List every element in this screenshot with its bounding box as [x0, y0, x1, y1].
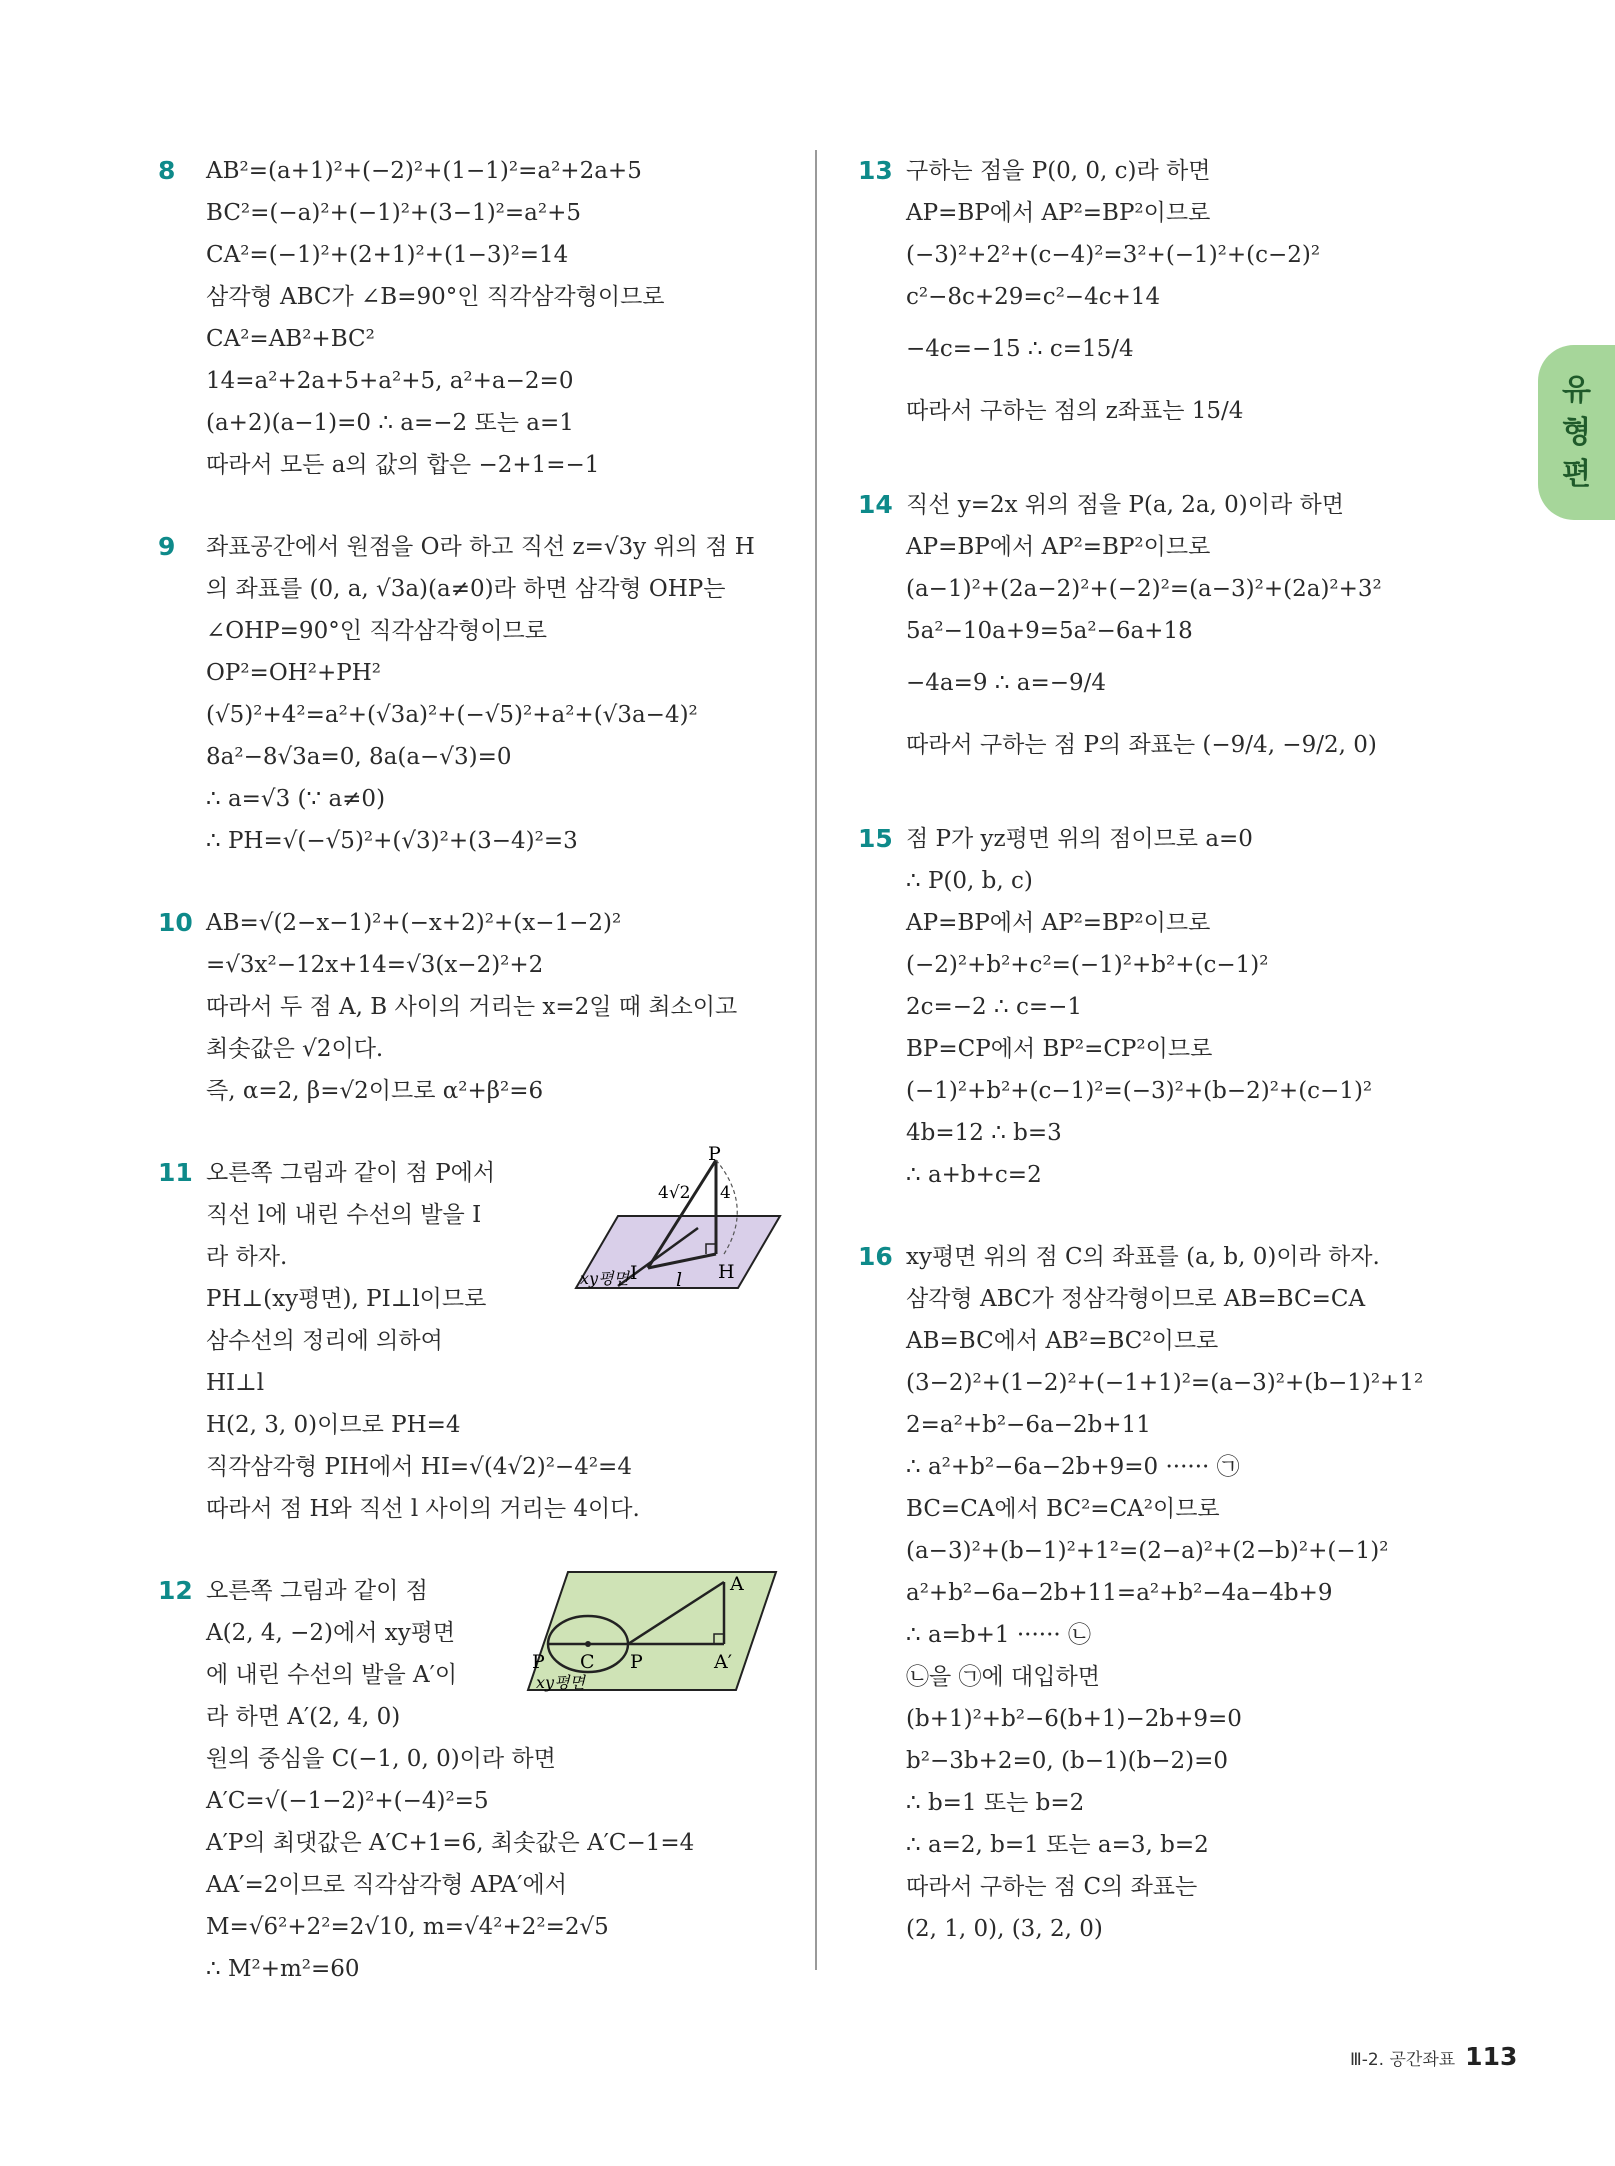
label-h: H	[718, 1261, 735, 1283]
solution-line: 원의 중심을 C(−1, 0, 0)이라 하면	[206, 1746, 556, 1772]
label-p1: P	[532, 1651, 545, 1673]
label-length-ph: 4	[720, 1183, 731, 1203]
solution-12	[158, 1570, 798, 1990]
solution-line: 따라서 구하는 점 C의 좌표는	[906, 1874, 1198, 1900]
solution-line: A′P의 최댓값은 A′C+1=6, 최솟값은 A′C−1=4	[206, 1830, 695, 1856]
figure-11-plane-perpendicular	[558, 1146, 798, 1306]
problem-number: 16	[858, 1242, 893, 1271]
solution-line: 직선 l에 내린 수선의 발을 I	[206, 1202, 482, 1228]
solution-line: A(2, 4, −2)에서 xy평면	[206, 1620, 456, 1646]
solution-line: (2, 1, 0), (3, 2, 0)	[906, 1916, 1103, 1942]
solution-line: −4a=9 ∴ a=−9/4	[906, 670, 1107, 696]
label-p2: P	[630, 1651, 643, 1673]
solution-line: 따라서 구하는 점의 z좌표는 15/4	[906, 398, 1244, 424]
solution-line: AB²=(a+1)²+(−2)²+(1−1)²=a²+2a+5	[206, 158, 642, 184]
solution-line: ∴ a²+b²−6a−2b+9=0 ······ ㉠	[906, 1454, 1240, 1480]
solution-line: ∴ P(0, b, c)	[906, 868, 1033, 894]
solution-line: 에 내린 수선의 발을 A′이	[206, 1662, 458, 1688]
solution-line: (a+2)(a−1)=0 ∴ a=−2 또는 a=1	[206, 410, 574, 436]
solution-line: 2=a²+b²−6a−2b+11	[906, 1412, 1151, 1438]
solution-line: ∴ a=√3 (∵ a≠0)	[206, 786, 386, 812]
solution-line: (−2)²+b²+c²=(−1)²+b²+(c−1)²	[906, 952, 1269, 978]
solution-line: 따라서 모든 a의 값의 합은 −2+1=−1	[206, 452, 600, 478]
solution-line: 5a²−10a+9=5a²−6a+18	[906, 618, 1193, 644]
solution-line: AB=√(2−x−1)²+(−x+2)²+(x−1−2)²	[206, 910, 622, 936]
solution-line: ∴ PH=√(−√5)²+(√3)²+(3−4)²=3	[206, 828, 578, 854]
page-number: 113	[1465, 2042, 1518, 2071]
solution-line: 구하는 점을 P(0, 0, c)라 하면	[906, 158, 1211, 184]
problem-number: 8	[158, 156, 176, 185]
problem-number: 14	[858, 490, 893, 519]
solution-line: (√5)²+4²=a²+(√3a)²+(−√5)²+a²+(√3a−4)²	[206, 702, 698, 728]
solution-line: a²+b²−6a−2b+11=a²+b²−4a−4b+9	[906, 1580, 1333, 1606]
solution-line: 삼수선의 정리에 의하여	[206, 1328, 443, 1354]
problem-number: 12	[158, 1576, 193, 1605]
solution-14	[858, 484, 1498, 776]
solution-line: CA²=(−1)²+(2+1)²+(1−3)²=14	[206, 242, 569, 268]
label-length-pi: 4√2	[658, 1183, 691, 1203]
solution-line: AP=BP에서 AP²=BP²이므로	[906, 200, 1211, 226]
problem-number: 13	[858, 156, 893, 185]
solution-line: ∠OHP=90°인 직각삼각형이므로	[206, 618, 547, 644]
label-l: l	[676, 1269, 683, 1291]
solution-line: (a−1)²+(2a−2)²+(−2)²=(a−3)²+(2a)²+3²	[906, 576, 1382, 602]
solution-line: 의 좌표를 (0, a, √3a)(a≠0)라 하면 삼각형 OHP는	[206, 576, 726, 602]
left-column	[158, 150, 798, 1990]
label-a-prime: A′	[714, 1651, 733, 1673]
solution-line: 삼각형 ABC가 정삼각형이므로 AB=BC=CA	[906, 1286, 1366, 1312]
label-plane: xy평면	[580, 1269, 629, 1288]
solution-line: 즉, α=2, β=√2이므로 α²+β²=6	[206, 1078, 544, 1104]
solution-line: ∴ a+b+c=2	[906, 1162, 1042, 1188]
solution-line: ∴ b=1 또는 b=2	[906, 1790, 1085, 1816]
solution-line: 최솟값은 √2이다.	[206, 1036, 384, 1062]
problem-number: 15	[858, 824, 893, 853]
label-c: C	[580, 1651, 595, 1673]
solution-16	[858, 1236, 1498, 1950]
solution-line: (−1)²+b²+(c−1)²=(−3)²+(b−2)²+(c−1)²	[906, 1078, 1373, 1104]
solution-line: (b+1)²+b²−6(b+1)−2b+9=0	[906, 1706, 1242, 1732]
solution-line: xy평면 위의 점 C의 좌표를 (a, b, 0)이라 하자.	[906, 1244, 1380, 1270]
solution-line: 오른쪽 그림과 같이 점 P에서	[206, 1160, 496, 1186]
solution-line: =√3x²−12x+14=√3(x−2)²+2	[206, 952, 544, 978]
solution-line: AP=BP에서 AP²=BP²이므로	[906, 910, 1211, 936]
solution-line: AA′=2이므로 직각삼각형 APA′에서	[206, 1872, 567, 1898]
solution-line: ∴ a=b+1 ······ ㉡	[906, 1622, 1092, 1648]
solution-line: CA²=AB²+BC²	[206, 326, 375, 352]
solution-line: 직선 y=2x 위의 점을 P(a, 2a, 0)이라 하면	[906, 492, 1344, 518]
solution-9	[158, 526, 798, 862]
column-divider	[815, 150, 817, 1970]
solution-line: A′C=√(−1−2)²+(−4)²=5	[206, 1788, 489, 1814]
solution-line: ∴ M²+m²=60	[206, 1956, 360, 1982]
solution-line: HI⊥l	[206, 1370, 265, 1396]
solution-line: BC=CA에서 BC²=CA²이므로	[906, 1496, 1220, 1522]
side-tab-char: 유	[1562, 372, 1591, 408]
side-tab-char: 편	[1562, 456, 1591, 492]
solution-line: (−3)²+2²+(c−4)²=3²+(−1)²+(c−2)²	[906, 242, 1321, 268]
solution-line: 좌표공간에서 원점을 O라 하고 직선 z=√3y 위의 점 H	[206, 534, 755, 560]
right-column	[858, 150, 1498, 1950]
solution-line: H(2, 3, 0)이므로 PH=4	[206, 1412, 461, 1438]
solution-13	[858, 150, 1498, 442]
solution-line: 4b=12 ∴ b=3	[906, 1120, 1062, 1146]
footer-section: Ⅲ-2. 공간좌표	[1350, 2050, 1456, 2070]
solution-line: PH⊥(xy평면), PI⊥l이므로	[206, 1286, 487, 1312]
solution-line: M=√6²+2²=2√10, m=√4²+2²=2√5	[206, 1914, 609, 1940]
side-tab-yuhyeongpyeon	[1538, 345, 1615, 520]
solution-line: 따라서 점 H와 직선 l 사이의 거리는 4이다.	[206, 1496, 640, 1522]
label-plane: xy평면	[536, 1673, 585, 1692]
solution-line: 2c=−2 ∴ c=−1	[906, 994, 1083, 1020]
solution-line: 라 하면 A′(2, 4, 0)	[206, 1704, 401, 1730]
solution-10	[158, 902, 798, 1112]
side-tab-char: 형	[1562, 414, 1591, 450]
solution-line: BC²=(−a)²+(−1)²+(3−1)²=a²+5	[206, 200, 581, 226]
label-i: I	[630, 1262, 638, 1284]
solution-line: 점 P가 yz평면 위의 점이므로 a=0	[906, 826, 1253, 852]
solution-8	[158, 150, 798, 486]
solution-line: 따라서 두 점 A, B 사이의 거리는 x=2일 때 최소이고	[206, 994, 738, 1020]
problem-number: 10	[158, 908, 193, 937]
figure-12-circle-point	[518, 1564, 798, 1704]
solution-15	[858, 818, 1498, 1196]
solution-line: ㉡을 ㉠에 대입하면	[906, 1664, 1100, 1690]
solution-line: −4c=−15 ∴ c=15/4	[906, 336, 1134, 362]
problem-number: 9	[158, 532, 176, 561]
solution-line: AP=BP에서 AP²=BP²이므로	[906, 534, 1211, 560]
solution-line: (3−2)²+(1−2)²+(−1+1)²=(a−3)²+(b−1)²+1²	[906, 1370, 1424, 1396]
page-footer	[1350, 2042, 1517, 2071]
solution-line: 8a²−8√3a=0, 8a(a−√3)=0	[206, 744, 512, 770]
label-p: P	[708, 1146, 721, 1165]
solution-line: OP²=OH²+PH²	[206, 660, 381, 686]
solution-line: 따라서 구하는 점 P의 좌표는 (−9/4, −9/2, 0)	[906, 732, 1377, 758]
solution-line: 삼각형 ABC가 ∠B=90°인 직각삼각형이므로	[206, 284, 665, 310]
problem-number: 11	[158, 1158, 193, 1187]
solution-line: b²−3b+2=0, (b−1)(b−2)=0	[906, 1748, 1229, 1774]
solution-line: 14=a²+2a+5+a²+5, a²+a−2=0	[206, 368, 574, 394]
label-a: A	[730, 1573, 744, 1595]
solution-line: BP=CP에서 BP²=CP²이므로	[906, 1036, 1213, 1062]
solution-line: c²−8c+29=c²−4c+14	[906, 284, 1161, 310]
solution-line: AB=BC에서 AB²=BC²이므로	[906, 1328, 1219, 1354]
solution-line: 라 하자.	[206, 1244, 288, 1270]
solution-11	[158, 1146, 798, 1530]
solution-line: 직각삼각형 PIH에서 HI=√(4√2)²−4²=4	[206, 1454, 632, 1480]
solution-line: 오른쪽 그림과 같이 점	[206, 1578, 428, 1604]
solution-line: (a−3)²+(b−1)²+1²=(2−a)²+(2−b)²+(−1)²	[906, 1538, 1389, 1564]
solution-line: ∴ a=2, b=1 또는 a=3, b=2	[906, 1832, 1209, 1858]
